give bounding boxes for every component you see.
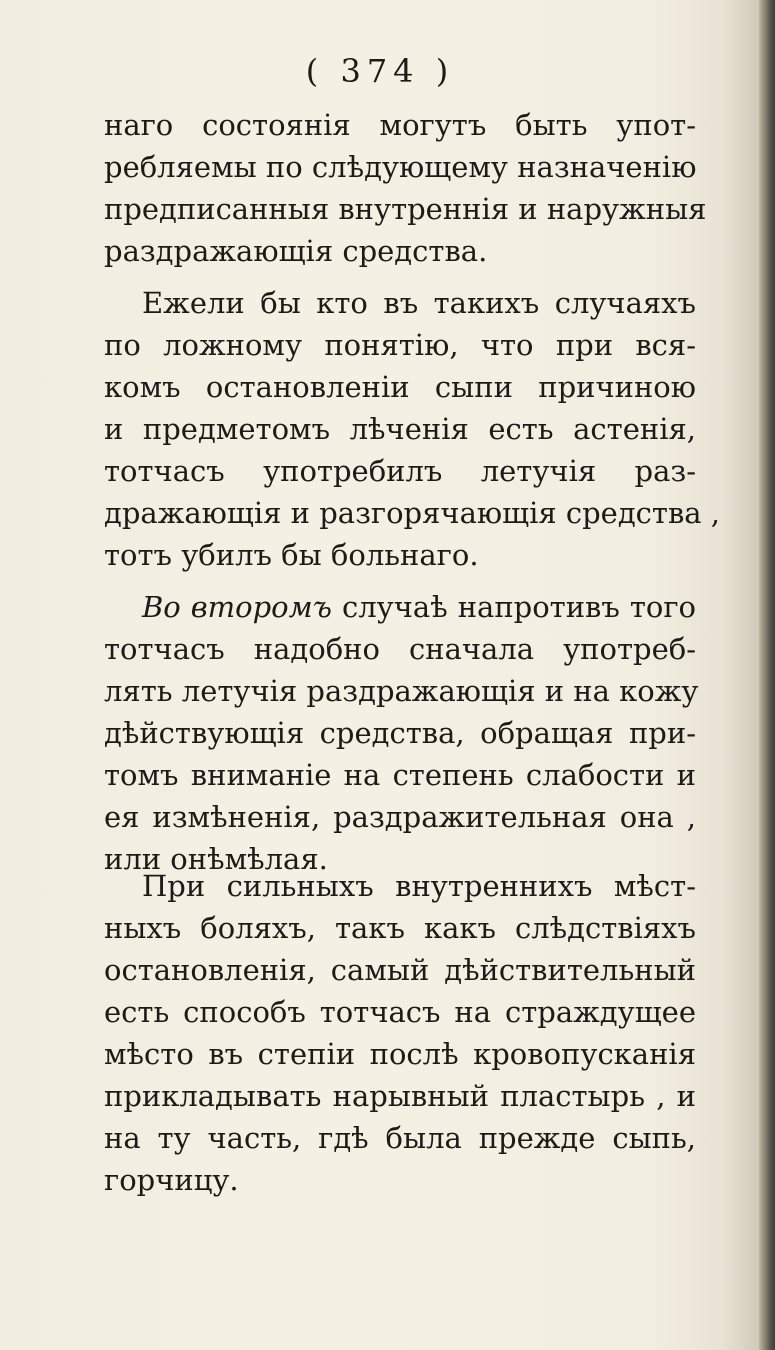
text-line: есть способъ тотчасъ на страждущее: [104, 995, 696, 1029]
text-line: по ложному понятію, что при вся-: [104, 328, 696, 362]
text-line: тотчасъ употребилъ летучія раз-: [104, 454, 696, 488]
text-line: наго состоянія могутъ быть упот-: [104, 108, 696, 142]
page-number: ( 374 ): [305, 52, 455, 90]
book-spine-edge: [759, 0, 775, 1350]
text-line: горчицу.: [104, 1163, 239, 1197]
text-line: или онѣмѣлая.: [104, 842, 328, 876]
text-line: тотъ убилъ бы больнаго.: [104, 538, 479, 572]
text-line: прикладывать нарывный пластырь , и: [104, 1079, 696, 1113]
text-line: ныхъ боляхъ, такъ какъ слѣдствіяхъ: [104, 911, 696, 945]
text-line: лять летучія раздражающія и на кожу: [104, 674, 699, 708]
text-line: раздражающія средства.: [104, 234, 488, 268]
text-line: и предметомъ лѣченія есть астенія,: [104, 412, 696, 446]
text-line: Ежели бы кто въ такихъ случаяхъ: [142, 286, 696, 320]
text-line: ея измѣненія, раздражительная она ,: [104, 800, 696, 834]
paragraph: [104, 865, 696, 1201]
text-line: тотчасъ надобно сначала употреб-: [104, 632, 696, 666]
paragraph: [104, 586, 699, 880]
text-line: предписанныя внутреннія и наружныя: [104, 192, 707, 226]
text-line: мѣсто въ степіи послѣ кровопусканія: [104, 1037, 696, 1071]
text-line: ребляемы по слѣдующему назначенію: [104, 150, 697, 184]
text-line: на ту часть, гдѣ была прежде сыпь,: [104, 1121, 696, 1155]
paragraph: [104, 104, 707, 272]
text-span: случаѣ напротивъ того: [332, 590, 696, 624]
text-line: остановленія, самый дѣйствительный: [104, 953, 696, 987]
italic-phrase: Во второмъ: [142, 590, 333, 624]
paragraph: [104, 282, 721, 576]
text-line: томъ вниманіе на степень слабости и: [104, 758, 696, 792]
text-line: [104, 586, 696, 628]
text-line: дражающія и разгорячающія средства ,: [104, 496, 721, 530]
text-line: комъ остановленіи сыпи причиною: [104, 370, 696, 404]
text-line: При сильныхъ внутреннихъ мѣст-: [142, 869, 696, 903]
text-line: дѣйствующія средства, обращая при-: [104, 716, 696, 750]
